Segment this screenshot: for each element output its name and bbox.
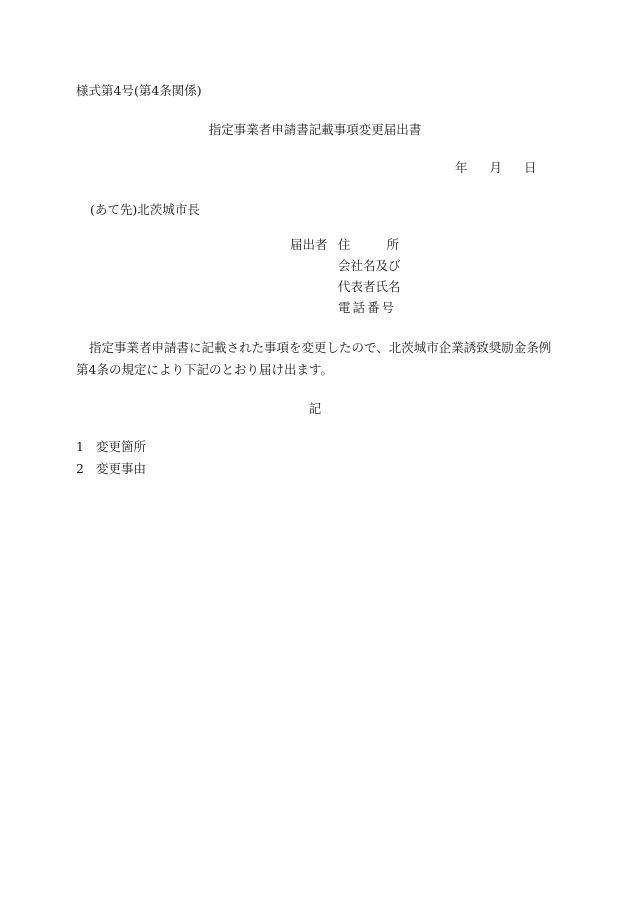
list-item-number: 2 <box>76 461 84 476</box>
ki-heading: 記 <box>308 401 322 416</box>
date-day: 日 <box>524 160 537 175</box>
list-item-label: 変更箇所 <box>96 439 147 454</box>
company-label: 会社名及び <box>338 258 401 273</box>
addressee: (あて先)北茨城市長 <box>90 202 200 217</box>
date-year: 年 <box>455 160 468 175</box>
list-item-number: 1 <box>76 439 84 454</box>
list-item-label: 変更事由 <box>96 461 147 476</box>
form-number: 様式第4号(第4条関係) <box>76 83 202 98</box>
address-label <box>338 239 399 252</box>
date-line <box>455 162 537 175</box>
list-item <box>76 441 146 454</box>
list-item <box>76 463 146 476</box>
representative-label: 代表者氏名 <box>338 279 401 294</box>
phone-label: 電話番号 <box>338 300 397 315</box>
date-month: 月 <box>489 160 503 175</box>
applicant-label: 届出者 <box>290 237 328 252</box>
document-title: 指定事業者申請書記載事項変更届出書 <box>208 122 422 137</box>
address-label-part2: 所 <box>386 237 400 252</box>
address-label-part1: 住 <box>338 237 351 252</box>
body-paragraph: 指定事業者申請書に記載された事項を変更したので、北茨城市企業誘致奨励金条例第4条の規定により下記のとおり届け出ます。 <box>76 340 552 377</box>
